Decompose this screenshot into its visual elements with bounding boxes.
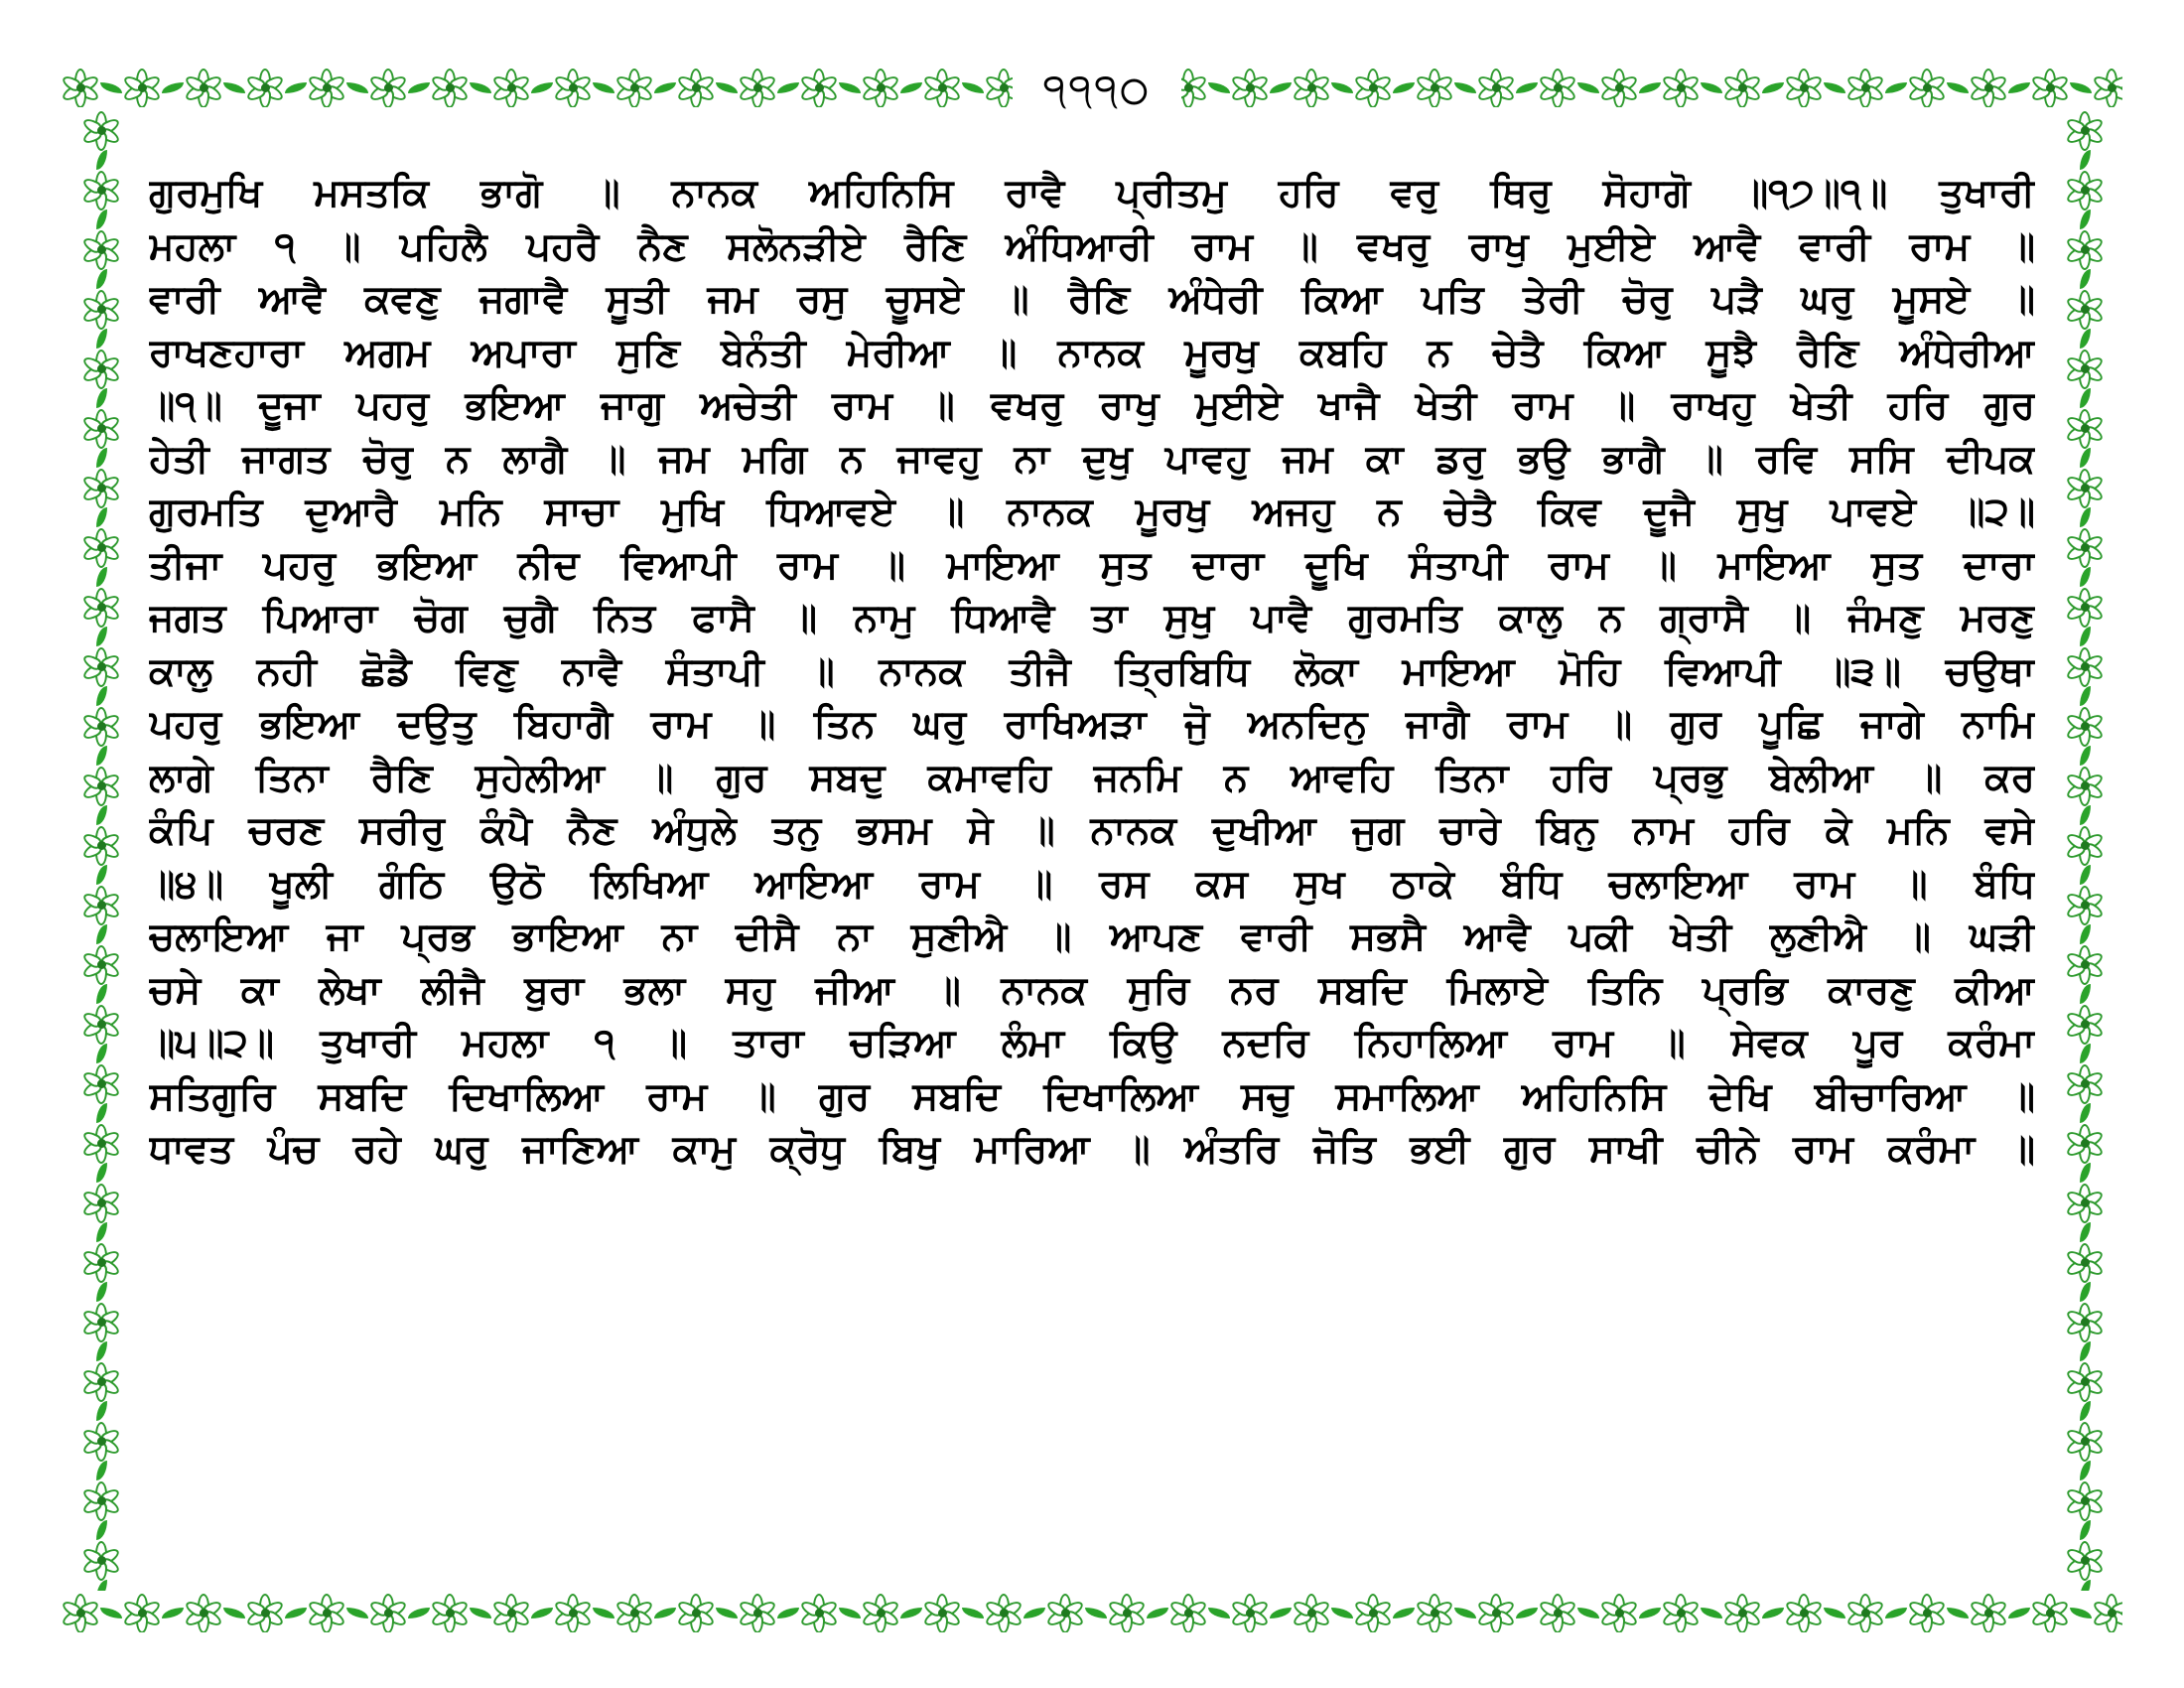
flower-icon bbox=[2066, 945, 2104, 983]
flower-icon bbox=[800, 69, 838, 106]
bottom-floral-border bbox=[62, 1593, 2122, 1632]
leaf-icon bbox=[96, 1520, 107, 1540]
scripture-text bbox=[149, 167, 2035, 1177]
leaf-icon bbox=[2080, 686, 2091, 706]
flower-icon bbox=[1293, 1594, 1330, 1631]
leaf-icon bbox=[2080, 746, 2091, 766]
text-line: ॥੪॥ ਖੂਲੀ ਗੰਠਿ ਉਠੋ ਲਿਖਿਆ ਆਇਆ ਰਾਮ ॥ ਰਸ ਕਸ ਸੁਖ ਠਾਕੇ ਬੰਧਿ ਚਲਾਇਆ ਰਾਮ ॥ ਬੰਧਿ bbox=[149, 861, 2035, 907]
leaf-icon bbox=[1024, 1608, 1045, 1618]
page-number-box bbox=[1013, 58, 1181, 121]
flower-icon bbox=[2066, 290, 2104, 328]
leaf-icon bbox=[96, 1044, 107, 1063]
leaf-icon bbox=[777, 1608, 799, 1618]
flower-icon bbox=[1354, 69, 1392, 106]
flower-icon bbox=[82, 1064, 120, 1102]
flower-icon bbox=[82, 290, 120, 328]
leaf-icon bbox=[2070, 1608, 2092, 1618]
leaf-icon bbox=[593, 1608, 614, 1618]
flower-icon bbox=[554, 1594, 592, 1631]
flower-icon bbox=[2066, 350, 2104, 387]
leaf-icon bbox=[2080, 1103, 2091, 1123]
leaf-icon bbox=[1824, 82, 1845, 93]
flower-icon bbox=[2066, 409, 2104, 447]
leaf-icon bbox=[2080, 1580, 2091, 1591]
leaf-icon bbox=[2080, 388, 2091, 408]
flower-icon bbox=[246, 69, 284, 106]
flower-icon bbox=[2066, 171, 2104, 209]
flower-icon bbox=[82, 826, 120, 864]
flower-icon bbox=[82, 588, 120, 626]
flower-icon bbox=[2066, 1005, 2104, 1043]
leaf-icon bbox=[2080, 448, 2091, 468]
flower-icon bbox=[2031, 69, 2069, 106]
flower-icon bbox=[62, 1594, 99, 1631]
flower-icon bbox=[62, 69, 99, 106]
flower-icon bbox=[615, 1594, 653, 1631]
leaf-icon bbox=[162, 82, 184, 93]
leaf-icon bbox=[654, 82, 676, 93]
page-number: ੧੧੧੦ bbox=[1042, 64, 1152, 115]
flower-icon bbox=[923, 69, 961, 106]
flower-icon bbox=[2066, 230, 2104, 268]
text-line: ਜਗਤ ਪਿਆਰਾ ਚੋਗ ਚੁਗੈ ਨਿਤ ਫਾਸੈ ॥ ਨਾਮੁ ਧਿਆਵੈ ਤਾ ਸੁਖੁ ਪਾਵੈ ਗੁਰਮਤਿ ਕਾਲੁ ਨ ਗ੍ਰਾਸੈ ॥ ਜੰਮਣੁ ਮਰਣੁ bbox=[149, 596, 2035, 640]
leaf-icon bbox=[1331, 82, 1353, 93]
leaf-icon bbox=[96, 1461, 107, 1480]
text-line: ਕੰਪਿ ਚਰਣ ਸਰੀਰੁ ਕੰਪੈ ਨੈਣ ਅੰਧੁਲੇ ਤਨੁ ਭਸਮ ਸੇ ॥ ਨਾਨਕ ਦੁਖੀਆ ਜੁਗ ਚਾਰੇ ਬਿਨੁ ਨਾਮ ਹਰਿ ਕੇ ਮਨਿ ਵਸੇ bbox=[149, 808, 2035, 853]
flower-icon bbox=[1908, 1594, 1946, 1631]
text-line: ਲਾਗੇ ਤਿਨਾ ਰੈਣਿ ਸੁਹੇਲੀਆ ॥ ਗੁਰ ਸਬਦੁ ਕਮਾਵਹਿ ਜਨਮਿ ਨ ਆਵਹਿ ਤਿਨਾ ਹਰਿ ਪ੍ਰਭੁ ਬੇਲੀਆ ॥ ਕਰ bbox=[149, 755, 2035, 800]
leaf-icon bbox=[1270, 82, 1292, 93]
leaf-icon bbox=[1885, 1608, 1907, 1618]
leaf-icon bbox=[593, 82, 614, 93]
flower-icon bbox=[123, 69, 161, 106]
leaf-icon bbox=[1147, 1608, 1168, 1618]
flower-icon bbox=[82, 469, 120, 506]
right-floral-border bbox=[2065, 111, 2105, 1591]
leaf-icon bbox=[1762, 82, 1784, 93]
leaf-icon bbox=[408, 1608, 430, 1618]
text-line: ਵਾਰੀ ਆਵੈ ਕਵਣੁ ਜਗਾਵੈ ਸੂਤੀ ਜਮ ਰਸੁ ਚੂਸਏ ॥ ਰੈਣਿ ਅੰਧੇਰੀ ਕਿਆ ਪਤਿ ਤੇਰੀ ਚੋਰੁ ਪੜੈ ਘਰੁ ਮੂਸਏ ॥ bbox=[149, 277, 2035, 322]
leaf-icon bbox=[162, 1608, 184, 1618]
leaf-icon bbox=[96, 805, 107, 825]
leaf-icon bbox=[100, 82, 122, 93]
flower-icon bbox=[82, 230, 120, 268]
leaf-icon bbox=[1516, 1608, 1538, 1618]
flower-icon bbox=[2066, 588, 2104, 626]
flower-icon bbox=[308, 1594, 345, 1631]
flower-icon bbox=[2066, 886, 2104, 923]
leaf-icon bbox=[96, 1401, 107, 1421]
flower-icon bbox=[985, 1594, 1023, 1631]
leaf-icon bbox=[96, 210, 107, 229]
leaf-icon bbox=[654, 1608, 676, 1618]
leaf-icon bbox=[1639, 82, 1661, 93]
text-line: ਕਾਲੁ ਨਹੀ ਛੋਡੈ ਵਿਣੁ ਨਾਵੈ ਸੰਤਾਪੀ ॥ ਨਾਨਕ ਤੀਜੈ ਤ੍ਰਿਬਿਧਿ ਲੋਕਾ ਮਾਇਆ ਮੋਹਿ ਵਿਆਪੀ ॥੩॥ ਚਉਥਾ bbox=[149, 648, 2035, 694]
flower-icon bbox=[2066, 1481, 2104, 1519]
flower-icon bbox=[2066, 528, 2104, 566]
flower-icon bbox=[1785, 69, 1823, 106]
leaf-icon bbox=[346, 1608, 368, 1618]
flower-icon bbox=[82, 1541, 120, 1579]
flower-icon bbox=[1970, 69, 2007, 106]
leaf-icon bbox=[962, 82, 984, 93]
flower-icon bbox=[1108, 1594, 1146, 1631]
flower-icon bbox=[431, 69, 469, 106]
flower-icon bbox=[1662, 69, 1700, 106]
text-line: ਗੁਰਮਤਿ ਦੁਆਰੈ ਮਨਿ ਸਾਚਾ ਮੁਖਿ ਧਿਆਵਏ ॥ ਨਾਨਕ ਮੂਰਖੁ ਅਜਹੁ ਨ ਚੇਤੈ ਕਿਵ ਦੂਜੈ ਸੁਖੁ ਪਾਵਏ ॥੨॥ bbox=[149, 490, 2035, 534]
leaf-icon bbox=[96, 1163, 107, 1183]
leaf-icon bbox=[2080, 567, 2091, 587]
flower-icon bbox=[677, 69, 715, 106]
leaf-icon bbox=[100, 1608, 122, 1618]
leaf-icon bbox=[1208, 1608, 1230, 1618]
leaf-icon bbox=[2080, 150, 2091, 170]
leaf-icon bbox=[2080, 507, 2091, 527]
flower-icon bbox=[862, 1594, 899, 1631]
flower-icon bbox=[2066, 707, 2104, 745]
flower-icon bbox=[82, 767, 120, 804]
leaf-icon bbox=[1393, 82, 1415, 93]
flower-icon bbox=[1600, 1594, 1638, 1631]
flower-icon bbox=[123, 1594, 161, 1631]
flower-icon bbox=[1416, 1594, 1453, 1631]
flower-icon bbox=[1723, 1594, 1761, 1631]
left-floral-border bbox=[81, 111, 121, 1591]
flower-icon bbox=[185, 69, 222, 106]
leaf-icon bbox=[2080, 1163, 2091, 1183]
flower-icon bbox=[82, 1481, 120, 1519]
flower-icon bbox=[2066, 1303, 2104, 1340]
leaf-icon bbox=[1331, 1608, 1353, 1618]
flower-icon bbox=[2093, 69, 2122, 106]
leaf-icon bbox=[470, 1608, 491, 1618]
flower-icon bbox=[739, 69, 776, 106]
leaf-icon bbox=[1454, 1608, 1476, 1618]
leaf-icon bbox=[839, 1608, 861, 1618]
text-line: ਚਸੇ ਕਾ ਲੇਖਾ ਲੀਜੈ ਬੁਰਾ ਭਲਾ ਸਹੁ ਜੀਆ ॥ ਨਾਨਕ ਸੁਰਿ ਨਰ ਸਬਦਿ ਮਿਲਾਏ ਤਿਨਿ ਪ੍ਰਭਿ ਕਾਰਣੁ ਕੀਆ bbox=[149, 967, 2035, 1013]
leaf-icon bbox=[716, 1608, 738, 1618]
leaf-icon bbox=[96, 865, 107, 885]
leaf-icon bbox=[1270, 1608, 1292, 1618]
flower-icon bbox=[1046, 1594, 1084, 1631]
leaf-icon bbox=[1947, 1608, 1969, 1618]
flower-icon bbox=[1846, 69, 1884, 106]
flower-icon bbox=[862, 69, 899, 106]
flower-icon bbox=[82, 1184, 120, 1221]
leaf-icon bbox=[96, 1282, 107, 1302]
flower-icon bbox=[369, 69, 407, 106]
flower-icon bbox=[82, 171, 120, 209]
flower-icon bbox=[431, 1594, 469, 1631]
flower-icon bbox=[185, 1594, 222, 1631]
flower-icon bbox=[82, 111, 120, 149]
flower-icon bbox=[82, 647, 120, 685]
leaf-icon bbox=[531, 82, 553, 93]
leaf-icon bbox=[1701, 1608, 1722, 1618]
flower-icon bbox=[2066, 1064, 2104, 1102]
text-line: ॥੧॥ ਦੂਜਾ ਪਹਰੁ ਭਇਆ ਜਾਗੁ ਅਚੇਤੀ ਰਾਮ ॥ ਵਖਰੁ ਰਾਖੁ ਮੁਈਏ ਖਾਜੈ ਖੇਤੀ ਰਾਮ ॥ ਰਾਖਹੁ ਖੇਤੀ ਹਰਿ ਗੁਰ bbox=[149, 383, 2035, 428]
flower-icon bbox=[615, 69, 653, 106]
flower-icon bbox=[82, 528, 120, 566]
text-line: ਚਲਾਇਆ ਜਾ ਪ੍ਰਭ ਭਾਇਆ ਨਾ ਦੀਸੈ ਨਾ ਸੁਣੀਐ ॥ ਆਪਣ ਵਾਰੀ ਸਭਸੈ ਆਵੈ ਪਕੀ ਖੇਤੀ ਲੁਣੀਐ ॥ ਘੜੀ bbox=[149, 914, 2035, 959]
flower-icon bbox=[1539, 69, 1576, 106]
leaf-icon bbox=[2080, 1282, 2091, 1302]
flower-icon bbox=[82, 350, 120, 387]
leaf-icon bbox=[2080, 329, 2091, 349]
leaf-icon bbox=[96, 746, 107, 766]
flower-icon bbox=[2066, 1362, 2104, 1400]
flower-icon bbox=[2066, 826, 2104, 864]
flower-icon bbox=[1477, 69, 1515, 106]
flower-icon bbox=[2066, 1124, 2104, 1162]
leaf-icon bbox=[962, 1608, 984, 1618]
flower-icon bbox=[1231, 69, 1269, 106]
leaf-icon bbox=[1208, 82, 1230, 93]
leaf-icon bbox=[777, 82, 799, 93]
flower-icon bbox=[1539, 1594, 1576, 1631]
leaf-icon bbox=[1885, 82, 1907, 93]
leaf-icon bbox=[223, 1608, 245, 1618]
leaf-icon bbox=[285, 82, 307, 93]
leaf-icon bbox=[96, 1103, 107, 1123]
flower-icon bbox=[1169, 1594, 1207, 1631]
leaf-icon bbox=[96, 388, 107, 408]
flower-icon bbox=[1785, 1594, 1823, 1631]
flower-icon bbox=[2066, 1243, 2104, 1281]
flower-icon bbox=[82, 409, 120, 447]
flower-icon bbox=[1293, 69, 1330, 106]
leaf-icon bbox=[2008, 1608, 2030, 1618]
flower-icon bbox=[1354, 1594, 1392, 1631]
flower-icon bbox=[739, 1594, 776, 1631]
leaf-icon bbox=[2080, 1222, 2091, 1242]
flower-icon bbox=[2066, 1422, 2104, 1460]
flower-icon bbox=[82, 1362, 120, 1400]
flower-icon bbox=[1723, 69, 1761, 106]
leaf-icon bbox=[531, 1608, 553, 1618]
leaf-icon bbox=[2080, 269, 2091, 289]
flower-icon bbox=[82, 1303, 120, 1340]
leaf-icon bbox=[96, 984, 107, 1004]
leaf-icon bbox=[2080, 924, 2091, 944]
leaf-icon bbox=[839, 82, 861, 93]
leaf-icon bbox=[96, 507, 107, 527]
flower-icon bbox=[2093, 1594, 2122, 1631]
flower-icon bbox=[2066, 1541, 2104, 1579]
leaf-icon bbox=[96, 924, 107, 944]
leaf-icon bbox=[96, 150, 107, 170]
leaf-icon bbox=[2080, 1520, 2091, 1540]
leaf-icon bbox=[2008, 82, 2030, 93]
leaf-icon bbox=[2080, 1401, 2091, 1421]
flower-icon bbox=[82, 707, 120, 745]
text-line: ਤੀਜਾ ਪਹਰੁ ਭਇਆ ਨੀਦ ਵਿਆਪੀ ਰਾਮ ॥ ਮਾਇਆ ਸੁਤ ਦਾਰਾ ਦੂਖਿ ਸੰਤਾਪੀ ਰਾਮ ॥ ਮਾਇਆ ਸੁਤ ਦਾਰਾ bbox=[149, 542, 2035, 588]
leaf-icon bbox=[2080, 1044, 2091, 1063]
leaf-icon bbox=[96, 1341, 107, 1361]
flower-icon bbox=[308, 69, 345, 106]
flower-icon bbox=[554, 69, 592, 106]
text-line: ਸਤਿਗੁਰਿ ਸਬਦਿ ਦਿਖਾਲਿਆ ਰਾਮ ॥ ਗੁਰ ਸਬਦਿ ਦਿਖਾਲਿਆ ਸਚੁ ਸਮਾਲਿਆ ਅਹਿਨਿਸਿ ਦੇਖਿ ਬੀਚਾਰਿਆ ॥ bbox=[149, 1073, 2035, 1119]
flower-icon bbox=[82, 1124, 120, 1162]
leaf-icon bbox=[96, 1580, 107, 1591]
flower-icon bbox=[2066, 647, 2104, 685]
leaf-icon bbox=[2080, 984, 2091, 1004]
flower-icon bbox=[1908, 69, 1946, 106]
text-line: ਮਹਲਾ ੧ ॥ ਪਹਿਲੈ ਪਹਰੈ ਨੈਣ ਸਲੋਨੜੀਏ ਰੈਣਿ ਅੰਧਿਆਰੀ ਰਾਮ ॥ ਵਖਰੁ ਰਾਖੁ ਮੁਈਏ ਆਵੈ ਵਾਰੀ ਰਾਮ ॥ bbox=[149, 223, 2035, 269]
leaf-icon bbox=[1577, 1608, 1599, 1618]
leaf-icon bbox=[285, 1608, 307, 1618]
leaf-icon bbox=[2080, 865, 2091, 885]
leaf-icon bbox=[1947, 82, 1969, 93]
flower-icon bbox=[492, 69, 530, 106]
flower-icon bbox=[1477, 1594, 1515, 1631]
flower-icon bbox=[1662, 1594, 1700, 1631]
leaf-icon bbox=[2070, 82, 2092, 93]
text-line: ਹੇਤੀ ਜਾਗਤ ਚੋਰੁ ਨ ਲਾਗੈ ॥ ਜਮ ਮਗਿ ਨ ਜਾਵਹੁ ਨਾ ਦੁਖੁ ਪਾਵਹੁ ਜਮ ਕਾ ਡਰੁ ਭਉ ਭਾਗੈ ॥ ਰਵਿ ਸਸਿ ਦੀਪਕ bbox=[149, 436, 2035, 482]
flower-icon bbox=[1416, 69, 1453, 106]
flower-icon bbox=[82, 1005, 120, 1043]
leaf-icon bbox=[2080, 1461, 2091, 1480]
flower-icon bbox=[369, 1594, 407, 1631]
text-line: ਪਹਰੁ ਭਇਆ ਦਉਤੁ ਬਿਹਾਗੈ ਰਾਮ ॥ ਤਿਨ ਘਰੁ ਰਾਖਿਅੜਾ ਜੁੋ ਅਨਦਿਨੁ ਜਾਗੈ ਰਾਮ ॥ ਗੁਰ ਪੂਛਿ ਜਾਗੇ ਨਾਮਿ bbox=[149, 702, 2035, 747]
leaf-icon bbox=[1085, 1608, 1107, 1618]
flower-icon bbox=[923, 1594, 961, 1631]
flower-icon bbox=[492, 1594, 530, 1631]
flower-icon bbox=[2066, 469, 2104, 506]
leaf-icon bbox=[900, 1608, 922, 1618]
leaf-icon bbox=[470, 82, 491, 93]
flower-icon bbox=[1970, 1594, 2007, 1631]
leaf-icon bbox=[96, 627, 107, 646]
leaf-icon bbox=[96, 567, 107, 587]
leaf-icon bbox=[716, 82, 738, 93]
text-line: ਧਾਵਤ ਪੰਚ ਰਹੇ ਘਰੁ ਜਾਣਿਆ ਕਾਮੁ ਕ੍ਰੋਧੁ ਬਿਖੁ ਮਾਰਿਆ ॥ ਅੰਤਰਿ ਜੋਤਿ ਭਈ ਗੁਰ ਸਾਖੀ ਚੀਨੇ ਰਾਮ ਕਰੰਮਾ ॥ bbox=[149, 1127, 2035, 1172]
leaf-icon bbox=[1454, 82, 1476, 93]
flower-icon bbox=[2066, 111, 2104, 149]
leaf-icon bbox=[900, 82, 922, 93]
text-line: ਰਾਖਣਹਾਰਾ ਅਗਮ ਅਪਾਰਾ ਸੁਣਿ ਬੇਨੰਤੀ ਮੇਰੀਆ ॥ ਨਾਨਕ ਮੂਰਖੁ ਕਬਹਿ ਨ ਚੇਤੈ ਕਿਆ ਸੂਝੈ ਰੈਣਿ ਅੰਧੇਰੀਆ bbox=[149, 330, 2035, 375]
flower-icon bbox=[82, 945, 120, 983]
leaf-icon bbox=[408, 82, 430, 93]
leaf-icon bbox=[96, 269, 107, 289]
leaf-icon bbox=[223, 82, 245, 93]
flower-icon bbox=[1231, 1594, 1269, 1631]
flower-icon bbox=[2031, 1594, 2069, 1631]
flower-icon bbox=[2066, 767, 2104, 804]
leaf-icon bbox=[1516, 82, 1538, 93]
flower-icon bbox=[800, 1594, 838, 1631]
leaf-icon bbox=[1577, 82, 1599, 93]
leaf-icon bbox=[1393, 1608, 1415, 1618]
leaf-icon bbox=[96, 329, 107, 349]
flower-icon bbox=[82, 1243, 120, 1281]
text-line: ॥੫॥੨॥ ਤੁਖਾਰੀ ਮਹਲਾ ੧ ॥ ਤਾਰਾ ਚੜਿਆ ਲੰਮਾ ਕਿਉ ਨਦਰਿ ਨਿਹਾਲਿਆ ਰਾਮ ॥ ਸੇਵਕ ਪੂਰ ਕਰੰਮਾ bbox=[149, 1021, 2035, 1065]
flower-icon bbox=[2066, 1184, 2104, 1221]
leaf-icon bbox=[346, 82, 368, 93]
leaf-icon bbox=[2080, 1341, 2091, 1361]
flower-icon bbox=[246, 1594, 284, 1631]
leaf-icon bbox=[2080, 627, 2091, 646]
leaf-icon bbox=[2080, 210, 2091, 229]
text-line: ਗੁਰਮੁਖਿ ਮਸਤਕਿ ਭਾਗੋ ॥ ਨਾਨਕ ਅਹਿਨਿਸਿ ਰਾਵੈ ਪ੍ਰੀਤਮੁ ਹਰਿ ਵਰੁ ਥਿਰੁ ਸੋਹਾਗੋ ॥੧੭॥੧॥ ਤੁਖਾਰੀ bbox=[149, 171, 2035, 215]
flower-icon bbox=[1846, 1594, 1884, 1631]
leaf-icon bbox=[1701, 82, 1722, 93]
leaf-icon bbox=[96, 448, 107, 468]
flower-icon bbox=[1600, 69, 1638, 106]
flower-icon bbox=[82, 886, 120, 923]
leaf-icon bbox=[1824, 1608, 1845, 1618]
flower-icon bbox=[677, 1594, 715, 1631]
leaf-icon bbox=[2080, 805, 2091, 825]
leaf-icon bbox=[1762, 1608, 1784, 1618]
leaf-icon bbox=[1639, 1608, 1661, 1618]
flower-icon bbox=[82, 1422, 120, 1460]
leaf-icon bbox=[96, 686, 107, 706]
leaf-icon bbox=[96, 1222, 107, 1242]
